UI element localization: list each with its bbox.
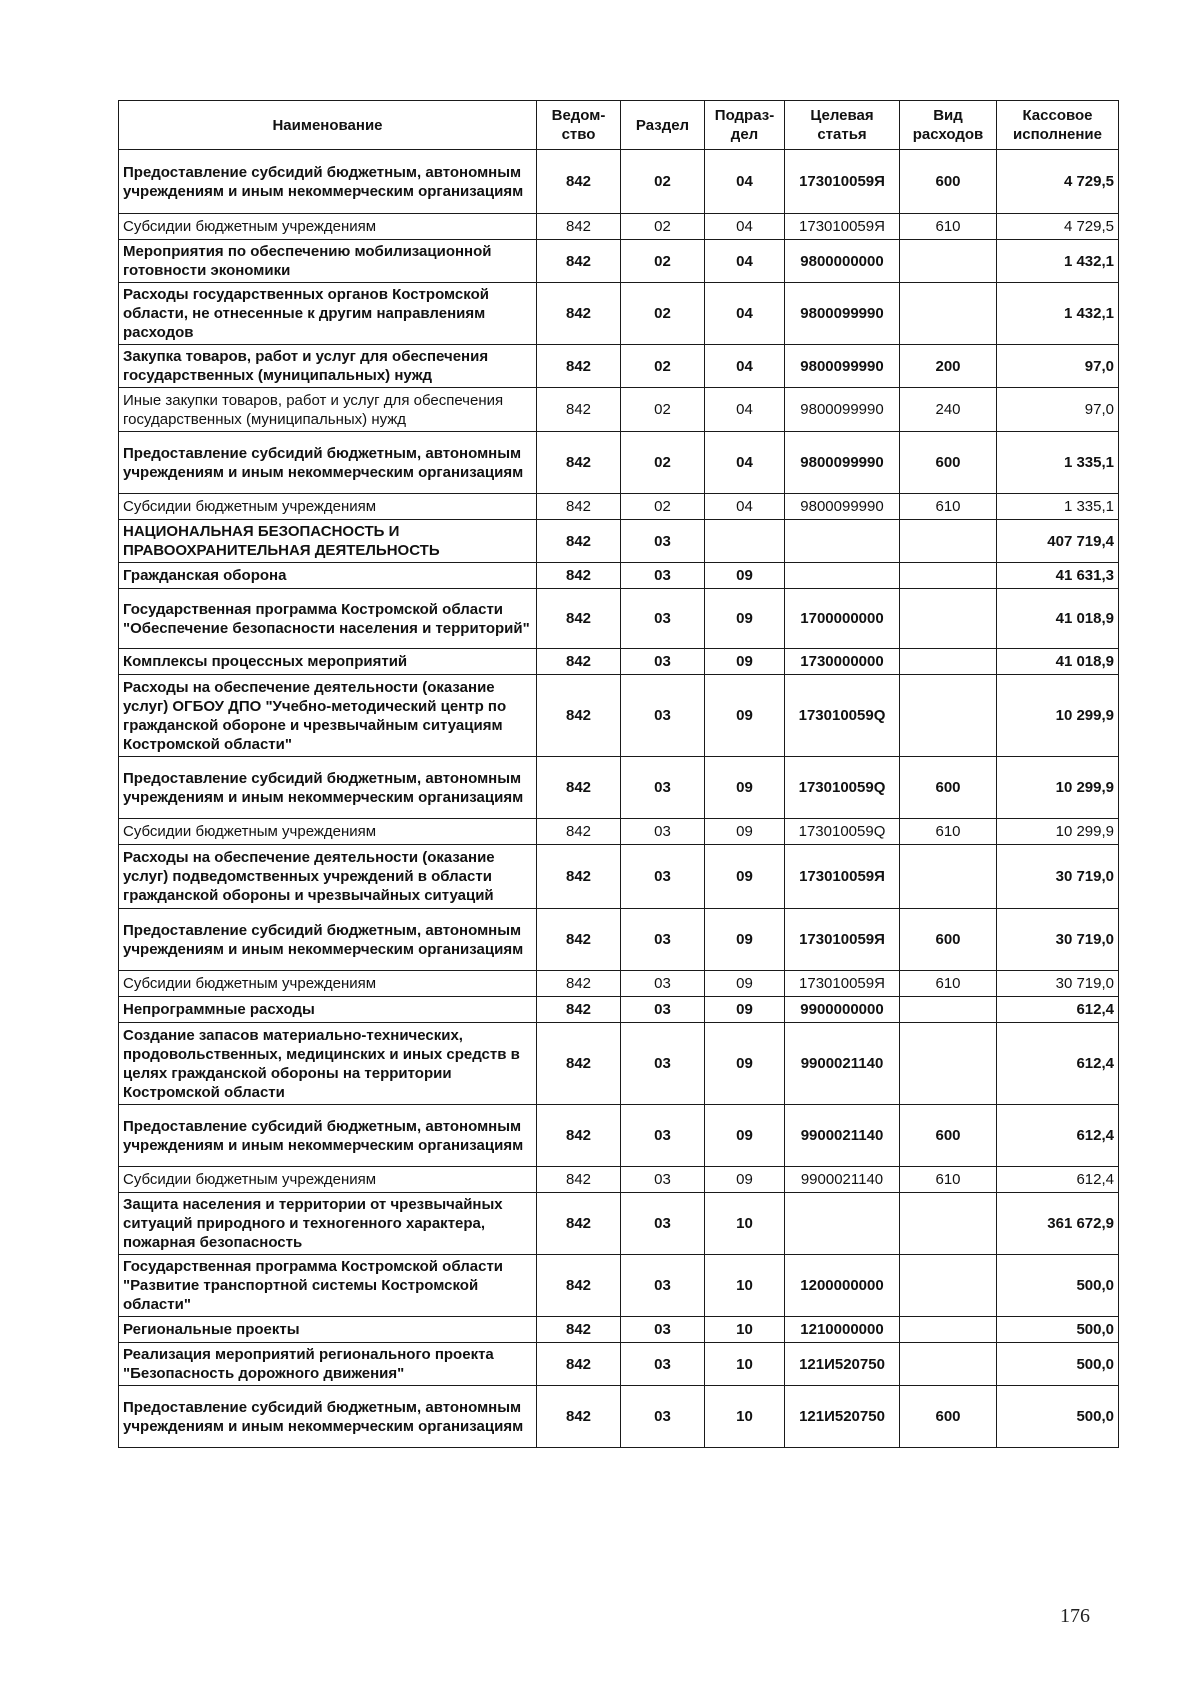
row-podrazdel: 04 bbox=[705, 494, 785, 520]
row-target-article: 173010059Я bbox=[785, 845, 900, 909]
row-cash-execution: 612,4 bbox=[997, 1023, 1119, 1105]
row-target-article: 9800099990 bbox=[785, 345, 900, 388]
row-razdel: 03 bbox=[621, 1255, 705, 1317]
row-vedomstvo: 842 bbox=[537, 757, 621, 819]
row-target-article: 121И520750 bbox=[785, 1343, 900, 1386]
row-vedomstvo: 842 bbox=[537, 1255, 621, 1317]
row-vedomstvo: 842 bbox=[537, 1105, 621, 1167]
row-razdel: 03 bbox=[621, 1023, 705, 1105]
row-vedomstvo: 842 bbox=[537, 909, 621, 971]
table-row bbox=[119, 1105, 1119, 1167]
table-row bbox=[119, 563, 1119, 589]
row-target-article: 1210000000 bbox=[785, 1317, 900, 1343]
row-expense-type: 600 bbox=[900, 432, 997, 494]
row-name: Субсидии бюджетным учреждениям bbox=[119, 819, 537, 845]
header-vedomstvo: Ведом-ство bbox=[537, 101, 621, 150]
row-expense-type: 610 bbox=[900, 971, 997, 997]
row-vedomstvo: 842 bbox=[537, 997, 621, 1023]
row-podrazdel bbox=[705, 520, 785, 563]
row-target-article: 9800000000 bbox=[785, 240, 900, 283]
row-razdel: 03 bbox=[621, 1167, 705, 1193]
table-row bbox=[119, 757, 1119, 819]
row-vedomstvo: 842 bbox=[537, 819, 621, 845]
row-podrazdel: 09 bbox=[705, 971, 785, 997]
table-row bbox=[119, 150, 1119, 214]
row-vedomstvo: 842 bbox=[537, 520, 621, 563]
table-row bbox=[119, 997, 1119, 1023]
row-cash-execution: 10 299,9 bbox=[997, 675, 1119, 757]
table-row bbox=[119, 649, 1119, 675]
row-cash-execution: 10 299,9 bbox=[997, 819, 1119, 845]
row-podrazdel: 09 bbox=[705, 845, 785, 909]
row-expense-type bbox=[900, 675, 997, 757]
row-name: Предоставление субсидий бюджетным, автономным учреждениям и иным некоммерческим организациям bbox=[119, 757, 537, 819]
row-vedomstvo: 842 bbox=[537, 150, 621, 214]
row-podrazdel: 09 bbox=[705, 757, 785, 819]
row-target-article bbox=[785, 563, 900, 589]
row-target-article: 173010059Q bbox=[785, 757, 900, 819]
row-target-article: 9900021140 bbox=[785, 1105, 900, 1167]
row-name: Субсидии бюджетным учреждениям bbox=[119, 1167, 537, 1193]
row-expense-type bbox=[900, 240, 997, 283]
row-target-article: 9900000000 bbox=[785, 997, 900, 1023]
header-podrazdel: Подраз-дел bbox=[705, 101, 785, 150]
row-target-article: 1730000000 bbox=[785, 649, 900, 675]
table-row bbox=[119, 845, 1119, 909]
row-name: НАЦИОНАЛЬНАЯ БЕЗОПАСНОСТЬ И ПРАВООХРАНИТЕЛЬНАЯ ДЕЯТЕЛЬНОСТЬ bbox=[119, 520, 537, 563]
row-razdel: 03 bbox=[621, 649, 705, 675]
row-target-article: 9800099990 bbox=[785, 432, 900, 494]
row-vedomstvo: 842 bbox=[537, 1167, 621, 1193]
row-expense-type bbox=[900, 1343, 997, 1386]
row-cash-execution: 4 729,5 bbox=[997, 214, 1119, 240]
header-name: Наименование bbox=[119, 101, 537, 150]
row-cash-execution: 612,4 bbox=[997, 997, 1119, 1023]
row-podrazdel: 09 bbox=[705, 909, 785, 971]
row-expense-type bbox=[900, 1193, 997, 1255]
row-podrazdel: 10 bbox=[705, 1343, 785, 1386]
row-podrazdel: 09 bbox=[705, 1105, 785, 1167]
row-name: Мероприятия по обеспечению мобилизационной готовности экономики bbox=[119, 240, 537, 283]
row-cash-execution: 97,0 bbox=[997, 388, 1119, 432]
table-row bbox=[119, 494, 1119, 520]
row-vedomstvo: 842 bbox=[537, 494, 621, 520]
row-target-article: 9900021140 bbox=[785, 1023, 900, 1105]
row-vedomstvo: 842 bbox=[537, 388, 621, 432]
row-expense-type bbox=[900, 845, 997, 909]
row-expense-type: 600 bbox=[900, 1386, 997, 1448]
row-name: Региональные проекты bbox=[119, 1317, 537, 1343]
row-vedomstvo: 842 bbox=[537, 240, 621, 283]
row-expense-type bbox=[900, 589, 997, 649]
row-cash-execution: 1 432,1 bbox=[997, 240, 1119, 283]
row-cash-execution: 500,0 bbox=[997, 1255, 1119, 1317]
row-vedomstvo: 842 bbox=[537, 649, 621, 675]
row-target-article: 173010059Я bbox=[785, 909, 900, 971]
row-razdel: 02 bbox=[621, 214, 705, 240]
row-name: Предоставление субсидий бюджетным, автономным учреждениям и иным некоммерческим организациям bbox=[119, 432, 537, 494]
row-name: Комплексы процессных мероприятий bbox=[119, 649, 537, 675]
row-cash-execution: 612,4 bbox=[997, 1167, 1119, 1193]
row-name: Непрограммные расходы bbox=[119, 997, 537, 1023]
row-podrazdel: 09 bbox=[705, 563, 785, 589]
row-expense-type: 610 bbox=[900, 1167, 997, 1193]
row-razdel: 03 bbox=[621, 1317, 705, 1343]
row-name: Расходы государственных органов Костромской области, не отнесенные к другим направлениям расходов bbox=[119, 283, 537, 345]
row-razdel: 02 bbox=[621, 283, 705, 345]
row-razdel: 03 bbox=[621, 1193, 705, 1255]
header-cash-execution: Кассовое исполнение bbox=[997, 101, 1119, 150]
row-target-article: 9800099990 bbox=[785, 494, 900, 520]
table-row bbox=[119, 388, 1119, 432]
row-cash-execution: 41 018,9 bbox=[997, 649, 1119, 675]
row-podrazdel: 09 bbox=[705, 819, 785, 845]
table-row bbox=[119, 971, 1119, 997]
row-target-article: 173010059Я bbox=[785, 150, 900, 214]
row-target-article bbox=[785, 520, 900, 563]
table-row bbox=[119, 1317, 1119, 1343]
table-header-row bbox=[119, 101, 1119, 150]
row-podrazdel: 04 bbox=[705, 150, 785, 214]
table-row bbox=[119, 214, 1119, 240]
row-target-article: 173010059Q bbox=[785, 675, 900, 757]
row-podrazdel: 04 bbox=[705, 388, 785, 432]
row-expense-type bbox=[900, 563, 997, 589]
row-expense-type: 240 bbox=[900, 388, 997, 432]
row-razdel: 02 bbox=[621, 345, 705, 388]
row-razdel: 03 bbox=[621, 819, 705, 845]
row-name: Расходы на обеспечение деятельности (оказание услуг) подведомственных учреждений в области гражданской обороны и чрезвычайных ситуаций bbox=[119, 845, 537, 909]
row-razdel: 03 bbox=[621, 563, 705, 589]
row-name: Закупка товаров, работ и услуг для обеспечения государственных (муниципальных) нужд bbox=[119, 345, 537, 388]
row-name: Государственная программа Костромской области "Развитие транспортной системы Костромской области" bbox=[119, 1255, 537, 1317]
row-razdel: 03 bbox=[621, 909, 705, 971]
row-cash-execution: 4 729,5 bbox=[997, 150, 1119, 214]
row-expense-type bbox=[900, 520, 997, 563]
row-razdel: 02 bbox=[621, 388, 705, 432]
table-row bbox=[119, 589, 1119, 649]
row-target-article: 9800099990 bbox=[785, 283, 900, 345]
row-razdel: 03 bbox=[621, 1105, 705, 1167]
row-podrazdel: 04 bbox=[705, 214, 785, 240]
row-expense-type: 610 bbox=[900, 214, 997, 240]
table-row bbox=[119, 1386, 1119, 1448]
row-expense-type: 200 bbox=[900, 345, 997, 388]
row-vedomstvo: 842 bbox=[537, 845, 621, 909]
table-row bbox=[119, 240, 1119, 283]
row-podrazdel: 09 bbox=[705, 649, 785, 675]
row-vedomstvo: 842 bbox=[537, 432, 621, 494]
row-expense-type bbox=[900, 997, 997, 1023]
row-name: Расходы на обеспечение деятельности (оказание услуг) ОГБОУ ДПО "Учебно-методический центр по гражданской обороне и чрезвычайным ситуациям Костромской области" bbox=[119, 675, 537, 757]
row-vedomstvo: 842 bbox=[537, 1023, 621, 1105]
row-razdel: 02 bbox=[621, 240, 705, 283]
row-expense-type: 610 bbox=[900, 819, 997, 845]
row-cash-execution: 500,0 bbox=[997, 1317, 1119, 1343]
row-cash-execution: 41 631,3 bbox=[997, 563, 1119, 589]
row-expense-type bbox=[900, 1023, 997, 1105]
header-expense-type: Вид расходов bbox=[900, 101, 997, 150]
row-razdel: 02 bbox=[621, 494, 705, 520]
row-target-article: 9800099990 bbox=[785, 388, 900, 432]
row-podrazdel: 09 bbox=[705, 997, 785, 1023]
row-expense-type: 600 bbox=[900, 150, 997, 214]
row-podrazdel: 04 bbox=[705, 240, 785, 283]
row-target-article: 9900021140 bbox=[785, 1167, 900, 1193]
table-row bbox=[119, 432, 1119, 494]
row-expense-type bbox=[900, 649, 997, 675]
row-name: Предоставление субсидий бюджетным, автономным учреждениям и иным некоммерческим организациям bbox=[119, 909, 537, 971]
row-expense-type bbox=[900, 1317, 997, 1343]
row-name: Субсидии бюджетным учреждениям bbox=[119, 494, 537, 520]
row-name: Предоставление субсидий бюджетным, автономным учреждениям и иным некоммерческим организациям bbox=[119, 1386, 537, 1448]
row-cash-execution: 41 018,9 bbox=[997, 589, 1119, 649]
row-cash-execution: 1 335,1 bbox=[997, 432, 1119, 494]
row-vedomstvo: 842 bbox=[537, 345, 621, 388]
row-podrazdel: 09 bbox=[705, 675, 785, 757]
row-razdel: 02 bbox=[621, 432, 705, 494]
table-row bbox=[119, 1193, 1119, 1255]
table-body bbox=[119, 150, 1119, 1448]
row-podrazdel: 10 bbox=[705, 1386, 785, 1448]
row-podrazdel: 09 bbox=[705, 1023, 785, 1105]
row-vedomstvo: 842 bbox=[537, 214, 621, 240]
row-cash-execution: 500,0 bbox=[997, 1343, 1119, 1386]
page-number: 176 bbox=[1060, 1605, 1090, 1627]
row-razdel: 03 bbox=[621, 520, 705, 563]
row-vedomstvo: 842 bbox=[537, 1343, 621, 1386]
row-name: Предоставление субсидий бюджетным, автономным учреждениям и иным некоммерческим организациям bbox=[119, 150, 537, 214]
row-razdel: 03 bbox=[621, 971, 705, 997]
row-cash-execution: 1 335,1 bbox=[997, 494, 1119, 520]
row-target-article: 121И520750 bbox=[785, 1386, 900, 1448]
row-name: Субсидии бюджетным учреждениям bbox=[119, 971, 537, 997]
row-podrazdel: 04 bbox=[705, 283, 785, 345]
row-podrazdel: 10 bbox=[705, 1317, 785, 1343]
row-vedomstvo: 842 bbox=[537, 563, 621, 589]
row-razdel: 02 bbox=[621, 150, 705, 214]
table-row bbox=[119, 819, 1119, 845]
row-cash-execution: 97,0 bbox=[997, 345, 1119, 388]
row-name: Субсидии бюджетным учреждениям bbox=[119, 214, 537, 240]
header-razdel: Раздел bbox=[621, 101, 705, 150]
row-cash-execution: 407 719,4 bbox=[997, 520, 1119, 563]
row-expense-type: 600 bbox=[900, 909, 997, 971]
row-cash-execution: 612,4 bbox=[997, 1105, 1119, 1167]
row-podrazdel: 04 bbox=[705, 345, 785, 388]
row-cash-execution: 30 719,0 bbox=[997, 909, 1119, 971]
row-vedomstvo: 842 bbox=[537, 675, 621, 757]
row-name: Государственная программа Костромской области "Обеспечение безопасности населения и территорий" bbox=[119, 589, 537, 649]
row-cash-execution: 30 719,0 bbox=[997, 845, 1119, 909]
row-name: Предоставление субсидий бюджетным, автономным учреждениям и иным некоммерческим организациям bbox=[119, 1105, 537, 1167]
table-row bbox=[119, 1343, 1119, 1386]
row-podrazdel: 04 bbox=[705, 432, 785, 494]
table-row bbox=[119, 345, 1119, 388]
table-row bbox=[119, 909, 1119, 971]
row-razdel: 03 bbox=[621, 589, 705, 649]
table-row bbox=[119, 283, 1119, 345]
row-razdel: 03 bbox=[621, 757, 705, 819]
row-razdel: 03 bbox=[621, 675, 705, 757]
row-cash-execution: 1 432,1 bbox=[997, 283, 1119, 345]
row-vedomstvo: 842 bbox=[537, 1193, 621, 1255]
row-target-article: 173010059Я bbox=[785, 214, 900, 240]
row-vedomstvo: 842 bbox=[537, 971, 621, 997]
row-razdel: 03 bbox=[621, 997, 705, 1023]
row-name: Создание запасов материально-технических, продовольственных, медицинских и иных средств в целях гражданской обороны на территории Костромской области bbox=[119, 1023, 537, 1105]
header-target-article: Целевая статья bbox=[785, 101, 900, 150]
row-target-article: 1200000000 bbox=[785, 1255, 900, 1317]
row-target-article: 173010059Q bbox=[785, 819, 900, 845]
row-podrazdel: 10 bbox=[705, 1255, 785, 1317]
row-target-article bbox=[785, 1193, 900, 1255]
row-vedomstvo: 842 bbox=[537, 283, 621, 345]
row-expense-type bbox=[900, 283, 997, 345]
budget-execution-table bbox=[118, 100, 1119, 1448]
row-vedomstvo: 842 bbox=[537, 1386, 621, 1448]
row-podrazdel: 09 bbox=[705, 589, 785, 649]
table-row bbox=[119, 1023, 1119, 1105]
row-podrazdel: 09 bbox=[705, 1167, 785, 1193]
row-name: Иные закупки товаров, работ и услуг для обеспечения государственных (муниципальных) нужд bbox=[119, 388, 537, 432]
row-vedomstvo: 842 bbox=[537, 589, 621, 649]
row-name: Реализация мероприятий регионального проекта "Безопасность дорожного движения" bbox=[119, 1343, 537, 1386]
row-expense-type: 600 bbox=[900, 1105, 997, 1167]
row-target-article: 173010059Я bbox=[785, 971, 900, 997]
row-razdel: 03 bbox=[621, 1386, 705, 1448]
row-expense-type: 610 bbox=[900, 494, 997, 520]
table-row bbox=[119, 520, 1119, 563]
row-expense-type: 600 bbox=[900, 757, 997, 819]
row-name: Защита населения и территории от чрезвычайных ситуаций природного и техногенного характера, пожарная безопасность bbox=[119, 1193, 537, 1255]
budget-table-container bbox=[118, 100, 1118, 1448]
row-cash-execution: 10 299,9 bbox=[997, 757, 1119, 819]
row-name: Гражданская оборона bbox=[119, 563, 537, 589]
row-cash-execution: 361 672,9 bbox=[997, 1193, 1119, 1255]
row-razdel: 03 bbox=[621, 1343, 705, 1386]
row-razdel: 03 bbox=[621, 845, 705, 909]
table-row bbox=[119, 675, 1119, 757]
row-cash-execution: 30 719,0 bbox=[997, 971, 1119, 997]
row-vedomstvo: 842 bbox=[537, 1317, 621, 1343]
table-row bbox=[119, 1255, 1119, 1317]
table-row bbox=[119, 1167, 1119, 1193]
row-expense-type bbox=[900, 1255, 997, 1317]
row-target-article: 1700000000 bbox=[785, 589, 900, 649]
row-podrazdel: 10 bbox=[705, 1193, 785, 1255]
row-cash-execution: 500,0 bbox=[997, 1386, 1119, 1448]
